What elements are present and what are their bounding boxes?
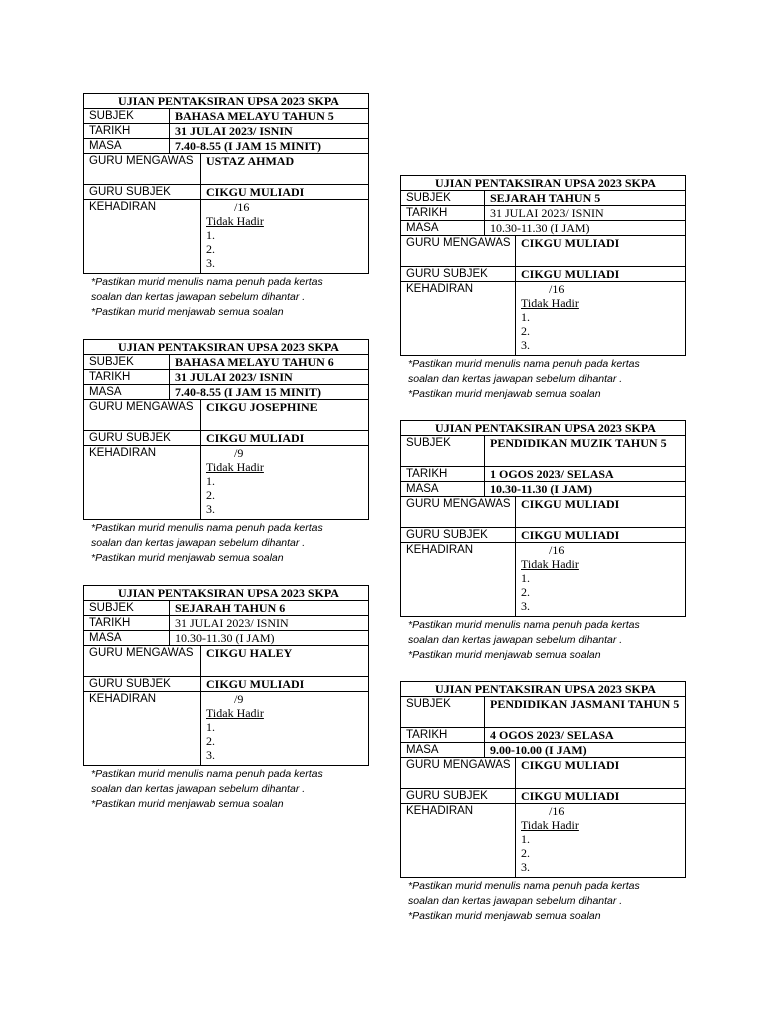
exam-slip-muzik5 [400,420,686,663]
invigilator-value: CIKGU MULIADI [516,236,686,267]
attendance-total: /16 [234,200,250,214]
absent-line: 3. [521,860,530,874]
invigilator-value: CIKGU HALEY [201,646,369,677]
note-line: *Pastikan murid menjawab semua soalan [408,388,601,400]
absent-line: 2. [206,734,215,748]
invigilator-label: GURU MENGAWAS [401,497,516,528]
absent-line: 1. [206,228,215,242]
time-label: MASA [401,743,485,758]
note-line: soalan dan kertas jawapan sebelum dihantar . [408,895,623,907]
invigilator-label: GURU MENGAWAS [401,236,516,267]
note-line: *Pastikan murid menjawab semua soalan [408,649,601,661]
absent-label: Tidak Hadir [206,460,264,474]
absent-label: Tidak Hadir [521,296,579,310]
absent-line: 1. [521,832,530,846]
time-label: MASA [401,221,485,236]
attendance-cell [516,543,686,617]
absent-line: 2. [206,488,215,502]
date-value: 4 OGOS 2023/ SELASA [485,728,686,743]
attendance-total: /16 [549,282,565,296]
slip-title: UJIAN PENTAKSIRAN UPSA 2023 SKPA [84,340,369,355]
exam-slip-sej5 [400,175,686,402]
subject-label: SUBJEK [401,191,485,206]
subject-teacher-label: GURU SUBJEK [401,528,516,543]
subject-teacher-label: GURU SUBJEK [84,431,201,446]
attendance-cell [201,446,369,520]
absent-line: 3. [521,599,530,613]
time-label: MASA [84,139,170,154]
note-line: soalan dan kertas jawapan sebelum dihantar . [91,783,306,795]
attendance-cell [201,692,369,766]
subject-value: SEJARAH TAHUN 5 [485,191,686,206]
attendance-label: KEHADIRAN [401,543,516,617]
note-line: soalan dan kertas jawapan sebelum dihantar . [91,537,306,549]
subject-label: SUBJEK [84,355,170,370]
attendance-label: KEHADIRAN [401,804,516,878]
exam-slip-sej6 [83,585,369,812]
absent-line: 2. [521,324,530,338]
slip-title: UJIAN PENTAKSIRAN UPSA 2023 SKPA [84,94,369,109]
subject-value: PENDIDIKAN JASMANI TAHUN 5 [485,697,686,728]
subject-teacher-label: GURU SUBJEK [84,677,201,692]
subject-teacher-value: CIKGU MULIADI [201,431,369,446]
time-value: 10.30-11.30 (I JAM) [170,631,369,646]
absent-label: Tidak Hadir [521,557,579,571]
subject-teacher-value: CIKGU MULIADI [201,185,369,200]
invigilator-label: GURU MENGAWAS [401,758,516,789]
exam-slip-pj5 [400,681,686,924]
invigilator-value: CIKGU MULIADI [516,497,686,528]
absent-line: 3. [521,338,530,352]
absent-label: Tidak Hadir [206,706,264,720]
date-value: 1 OGOS 2023/ SELASA [485,467,686,482]
exam-slip-bm6 [83,339,369,566]
slip-title: UJIAN PENTAKSIRAN UPSA 2023 SKPA [401,176,686,191]
date-value: 31 JULAI 2023/ ISNIN [170,124,369,139]
time-value: 10.30-11.30 (I JAM) [485,221,686,236]
attendance-cell [516,804,686,878]
note-line: soalan dan kertas jawapan sebelum dihantar . [408,634,623,646]
subject-teacher-label: GURU SUBJEK [401,267,516,282]
note-line: *Pastikan murid menjawab semua soalan [408,910,601,922]
absent-label: Tidak Hadir [521,818,579,832]
exam-slip-table [400,681,686,878]
slip-notes [91,275,381,320]
absent-line: 2. [206,242,215,256]
slip-notes [408,618,698,663]
date-label: TARIKH [84,124,170,139]
exam-slip-bm5 [83,93,369,320]
note-line: *Pastikan murid menulis nama penuh pada kertas [91,276,323,288]
date-value: 31 JULAI 2023/ ISNIN [170,370,369,385]
subject-label: SUBJEK [84,109,170,124]
note-line: *Pastikan murid menulis nama penuh pada kertas [408,880,640,892]
subject-teacher-value: CIKGU MULIADI [201,677,369,692]
date-label: TARIKH [84,616,170,631]
note-line: *Pastikan murid menjawab semua soalan [91,552,284,564]
attendance-total: /9 [234,692,244,706]
slip-notes [408,357,698,402]
subject-teacher-label: GURU SUBJEK [401,789,516,804]
slip-notes [91,767,381,812]
date-label: TARIKH [401,728,485,743]
attendance-label: KEHADIRAN [84,446,201,520]
attendance-cell [201,200,369,274]
date-label: TARIKH [84,370,170,385]
exam-slip-table [400,175,686,356]
subject-label: SUBJEK [401,697,485,728]
slip-notes [408,879,698,924]
absent-line: 3. [206,256,215,270]
note-line: *Pastikan murid menjawab semua soalan [91,798,284,810]
subject-teacher-value: CIKGU MULIADI [516,528,686,543]
invigilator-value: USTAZ AHMAD [201,154,369,185]
subject-value: BAHASA MELAYU TAHUN 6 [170,355,369,370]
slip-title: UJIAN PENTAKSIRAN UPSA 2023 SKPA [401,421,686,436]
time-value: 9.00-10.00 (I JAM) [485,743,686,758]
subject-value: PENDIDIKAN MUZIK TAHUN 5 [485,436,686,467]
subject-value: SEJARAH TAHUN 6 [170,601,369,616]
date-value: 31 JULAI 2023/ ISNIN [485,206,686,221]
date-label: TARIKH [401,206,485,221]
absent-line: 2. [521,846,530,860]
attendance-label: KEHADIRAN [401,282,516,356]
subject-teacher-value: CIKGU MULIADI [516,267,686,282]
attendance-cell [516,282,686,356]
slip-title: UJIAN PENTAKSIRAN UPSA 2023 SKPA [84,586,369,601]
exam-slip-table [83,93,369,274]
exam-slip-table [83,585,369,766]
note-line: *Pastikan murid menulis nama penuh pada kertas [91,768,323,780]
invigilator-label: GURU MENGAWAS [84,154,201,185]
absent-line: 3. [206,748,215,762]
date-label: TARIKH [401,467,485,482]
note-line: soalan dan kertas jawapan sebelum dihantar . [408,373,623,385]
absent-line: 1. [521,571,530,585]
exam-slip-table [83,339,369,520]
absent-line: 3. [206,502,215,516]
absent-line: 1. [521,310,530,324]
invigilator-label: GURU MENGAWAS [84,400,201,431]
time-label: MASA [401,482,485,497]
slip-title: UJIAN PENTAKSIRAN UPSA 2023 SKPA [401,682,686,697]
subject-label: SUBJEK [84,601,170,616]
time-value: 10.30-11.30 (I JAM) [485,482,686,497]
attendance-label: KEHADIRAN [84,692,201,766]
absent-label: Tidak Hadir [206,214,264,228]
exam-slip-table [400,420,686,617]
attendance-total: /16 [549,543,565,557]
date-value: 31 JULAI 2023/ ISNIN [170,616,369,631]
subject-value: BAHASA MELAYU TAHUN 5 [170,109,369,124]
subject-teacher-label: GURU SUBJEK [84,185,201,200]
note-line: soalan dan kertas jawapan sebelum dihantar . [91,291,306,303]
note-line: *Pastikan murid menulis nama penuh pada kertas [408,619,640,631]
note-line: *Pastikan murid menulis nama penuh pada kertas [91,522,323,534]
note-line: *Pastikan murid menjawab semua soalan [91,306,284,318]
invigilator-value: CIKGU JOSEPHINE [201,400,369,431]
time-label: MASA [84,385,170,400]
attendance-label: KEHADIRAN [84,200,201,274]
absent-line: 1. [206,720,215,734]
attendance-total: /9 [234,446,244,460]
absent-line: 1. [206,474,215,488]
absent-line: 2. [521,585,530,599]
invigilator-label: GURU MENGAWAS [84,646,201,677]
time-label: MASA [84,631,170,646]
slip-notes [91,521,381,566]
invigilator-value: CIKGU MULIADI [516,758,686,789]
time-value: 7.40-8.55 (I JAM 15 MINIT) [170,139,369,154]
time-value: 7.40-8.55 (I JAM 15 MINIT) [170,385,369,400]
subject-teacher-value: CIKGU MULIADI [516,789,686,804]
subject-label: SUBJEK [401,436,485,467]
note-line: *Pastikan murid menulis nama penuh pada kertas [408,358,640,370]
attendance-total: /16 [549,804,565,818]
